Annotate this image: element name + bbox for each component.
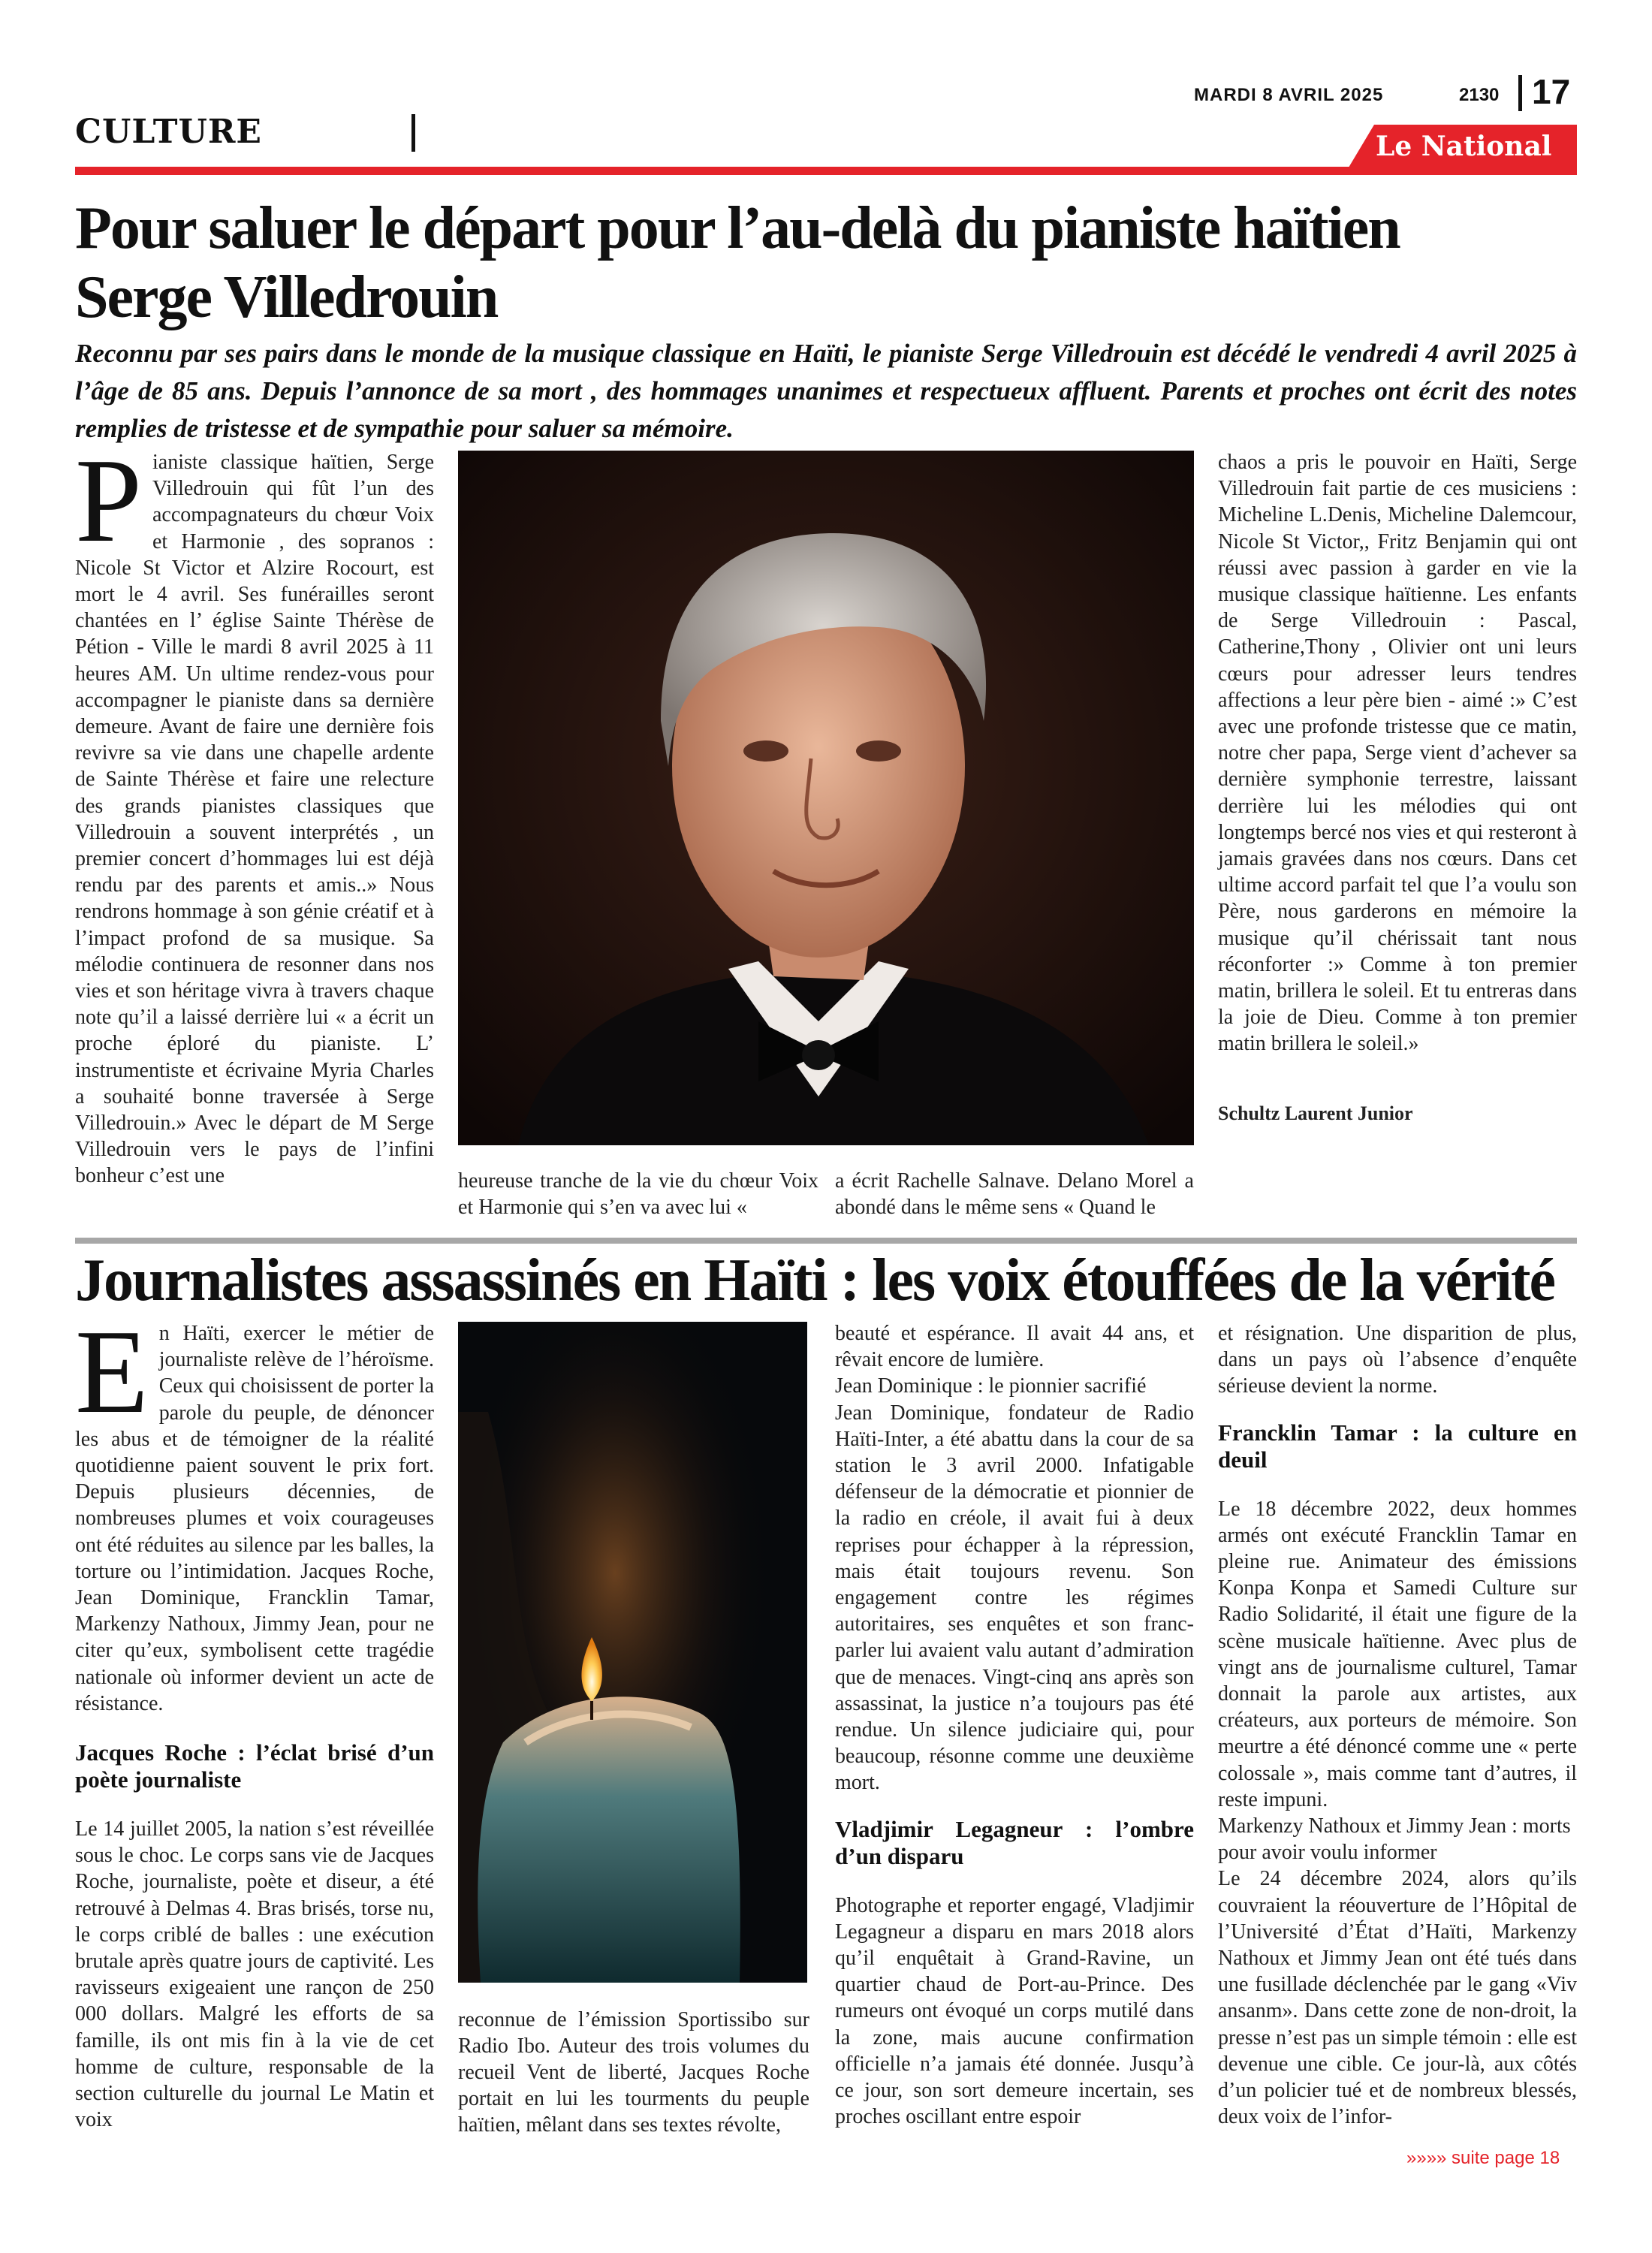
article1-lead: Reconnu par ses pairs dans le monde de la musique classique en Haïti, le pianiste Serge Villedrouin est décédé le vendredi 4 avril 2025 à l’âge de 85 ans. Depuis l’annonce de sa mort , des hommages unanimes et respectueux affluent. Parents et proches ont écrit des notes remplies de tristesse et de sympathie pour saluer sa mémoire. [75, 339, 1577, 443]
article2-col3-d: Photographe et reporter engagé, Vladjimir Legagneur a disparu en mars 2018 alors qu’il enquêtait à Grand-Ravine, un quartier chaud de Port-au-Prince. Des rumeurs ont évoqué un corps mutilé dans la zone, mais aucune confirmation officielle n’a jamais été donnée. Jusqu’à ce jour, son sort demeure incertain, ses proches oscillant entre espoir [835, 1893, 1194, 2129]
article2-col4-b: Le 18 décembre 2022, deux hommes armés ont exécuté Francklin Tamar en pleine rue. Animateur des émissions Konpa Konpa et Samedi Culture sur Radio Solidarité, il était une figure de la scène musicale haïtienne. Avec plus de vingt ans de journalisme culturel, Tamar donnait la parole aux artistes, aux créateurs, aux porteurs de mémoire. Son meurtre a été dénoncé comme une « perte colossale », mais comme tant d’autres, il reste impuni. [1218, 1497, 1577, 1811]
candle-photo [458, 1322, 807, 1983]
article2-column-3 [835, 1320, 1194, 2130]
issue-date: MARDI 8 AVRIL 2025 [1194, 85, 1384, 105]
article2-intro [75, 1304, 434, 1717]
header-divider [411, 114, 415, 152]
article1-headline [75, 194, 1577, 332]
article2-column-4 [1218, 1320, 1577, 2130]
article1-dropcap: P [75, 433, 142, 567]
article1-byline: Schultz Laurent Junior [1218, 1102, 1413, 1124]
pianist-portrait-photo [458, 451, 1194, 1145]
article2-intro-text: n Haïti, exercer le métier de journaliste relève de l’héroïsme. Ceux qui choisissent de porter la parole du peuple, de dénoncer les abus et de témoigner de la réalité quotidienne paient souvent le prix fort. Depuis plusieurs décennies, de nombreuses plumes et voix courageuses ont été réduites au silence par les balles, la torture ou l’intimidation. Jacques Roche, Jean Dominique, Francklin Tamar, Markenzy Nathoux, Jimmy Jean, pour ne citer qu’eux, symbolisent cette tragédie nationale où informer devient un acte de résistance. [75, 1322, 434, 1715]
article1-column-3: a écrit Rachelle Salnave. Delano Morel a abondé dans le même sens « Quand le [835, 1169, 1194, 1219]
article1-col1-text: ianiste classique haïtien, Serge Villedrouin qui fût l’un des accompagnateurs du chœur Voix et Harmonie , des sopranos : Nicole St Victor et Alzire Rocourt, est mort le 4 avril. Ses funérailles seront chantées en l’ église Sainte Thérèse de Pétion - Ville le mardi 8 avril 2025 à 11 heures AM. Un ultime rendez-vous pour accompagner le pianiste dans sa dernière demeure. Avant de faire une dernière fois revivre sa vie dans une chapelle ardente de Sainte Thérèse et faire une relecture des grands pianistes classiques que Villedrouin a souvent interprétés , un premier concert d’hommages lui est déjà rendu par des parents et amis..» Nous rendrons hommage à son génie créatif et à l’impact profond de sa musique. Sa mélodie continuera de resonner dans nos vies et son héritage vivra à travers chaque note qu’il a laissé derrière lui « a écrit un proche éploré du pianiste. L’ instrumentiste et écrivaine Myria Charles a souhaité bonne traversée à Serge Villedrouin.» Avec le départ de M Serge Villedrouin vers le pays de l’infini bonheur c’est une [75, 451, 434, 1188]
article1-col4-text: chaos a pris le pouvoir en Haïti, Serge Villedrouin fait partie de ces musiciens : Micheline L.Denis, Micheline Dalemcour, Nicole St Victor,, Fritz Benjamin qui ont réussi avec passion à garder en vie la musique classique haïtienne. Les enfants de Serge Villedrouin : Pascal, Catherine,Thony , Olivier ont uni leurs cœurs pour adresser leurs tendres affections a leur père bien - aimé :» C’est avec une profonde tristesse que ce matin, notre cher papa, Serge vient d’achever sa dernière symphonie terrestre, laissant derrière lui les mélodies qui ont longtemps bercé nos vies et qui resteront à jamais gravées dans nos cœurs. Dans cet ultime accord parfait tel que l’a voulu son Père, nous garderons en mémoire la musique qu’il chérissait tant nous réconforter :» Comme à ton premier matin, brillera le soleil. Et tu entreras dans la joie de Dieu. Comme à ton premier matin brillera le soleil.» [1218, 451, 1577, 1056]
publication-name: Le National [1376, 131, 1552, 162]
article1-column-1 [75, 433, 434, 1190]
section-label: CULTURE [75, 113, 262, 151]
continued-link[interactable]: »»»» suite page 18 [1406, 2148, 1560, 2168]
candle-image [458, 1322, 807, 1983]
article2-column-1 [75, 1304, 434, 2133]
article2-headline: Journalistes assassinés en Haïti : les voix étouffées de la vérité [75, 1247, 1554, 1313]
article2-col3-a: beauté et espérance. Il avait 44 ans, et rêvait encore de lumière. [835, 1322, 1194, 1372]
article2-column-2: reconnue de l’émission Sportissibo sur Radio Ibo. Auteur des trois volumes du recueil Vent de liberté, Jacques Roche portait en lui les tourments du peuple haïtien, mêlant dans ses textes révolte, [458, 2008, 809, 2137]
article2-col1-body: Le 14 juillet 2005, la nation s’est réveillée sous le choc. Le corps sans vie de Jacques Roche, journaliste, poète et diseur, a été retrouvé à Delmas 4. Bras brisés, torse nu, le corps criblé de balles : une exécution brutale après quatre jours de captivité. Les ravisseurs exigeaient une rançon de 250 000 dollars. Malgré les efforts de sa famille, ils ont mis fin à la vie de cet homme de culture, responsable de la section culturelle du journal Le Matin et voix [75, 1817, 434, 2132]
subhead-francklin-tamar: Francklin Tamar : la culture en deuil [1218, 1419, 1577, 1473]
subhead-vladjimir-legagneur: Vladjimir Legagneur : l’ombre d’un disparu [835, 1815, 1194, 1869]
page-number: 17 [1532, 72, 1571, 111]
page-number-divider [1518, 75, 1522, 111]
issue-number: 2130 [1459, 85, 1500, 105]
article1-headline-line2: Serge Villedrouin [75, 264, 498, 330]
article2-col4-a: et résignation. Une disparition de plus, dans un pays où l’absence d’enquête sérieuse devient la norme. [1218, 1322, 1577, 1398]
pianist-portrait-image [458, 451, 1194, 1145]
article2-col4-d: Le 24 décembre 2024, alors qu’ils couvraient la réouverture de l’Hôpital de l’Université d’État d’Haïti, Markenzy Nathoux et Jimmy Jean ont été tués dans une fusillade déclenchée par le gang «Viv ansanm». Dans cette zone de non-droit, la presse n’est pas un simple témoin : elle est devenue une cible. Ce jour-là, aux côtés d’un policier tué et de nombreux blessés, deux voix de l’infor- [1218, 1867, 1577, 2129]
markenzy-jimmy-lead: Markenzy Nathoux et Jimmy Jean : morts pour avoir voulu informer [1218, 1814, 1571, 1865]
subhead-jacques-roche: Jacques Roche : l’éclat brisé d’un poète journaliste [75, 1739, 434, 1793]
article1-column-2: heureuse tranche de la vie du chœur Voix et Harmonie qui s’en va avec lui « [458, 1169, 818, 1219]
jean-dominique-lead: Jean Dominique : le pionnier sacrifié [835, 1374, 1147, 1398]
article1-headline-line1: Pour saluer le départ pour l’au-delà du pianiste haïtien [75, 195, 1400, 261]
article2-col3-c: Jean Dominique, fondateur de Radio Haïti-Inter, a été abattu dans la cour de sa station le 3 avril 2000. Infatigable défenseur de la démocratie et pionnier de la radio en créole, il avait fui à deux reprises pour échapper à la répression, mais était toujours revenu. Son engagement contre les régimes autoritaires, ses enquêtes et son franc-parler lui avaient valu autant d’admiration que de menaces. Vingt-cinq ans après son assassinat, la justice n’a toujours pas été rendue. Un silence judiciaire qui, pour beaucoup, résonne comme une deuxième mort. [835, 1401, 1194, 1795]
article1-column-4 [1218, 449, 1577, 1057]
article-separator [75, 1238, 1577, 1244]
article2-dropcap: E [75, 1304, 149, 1438]
